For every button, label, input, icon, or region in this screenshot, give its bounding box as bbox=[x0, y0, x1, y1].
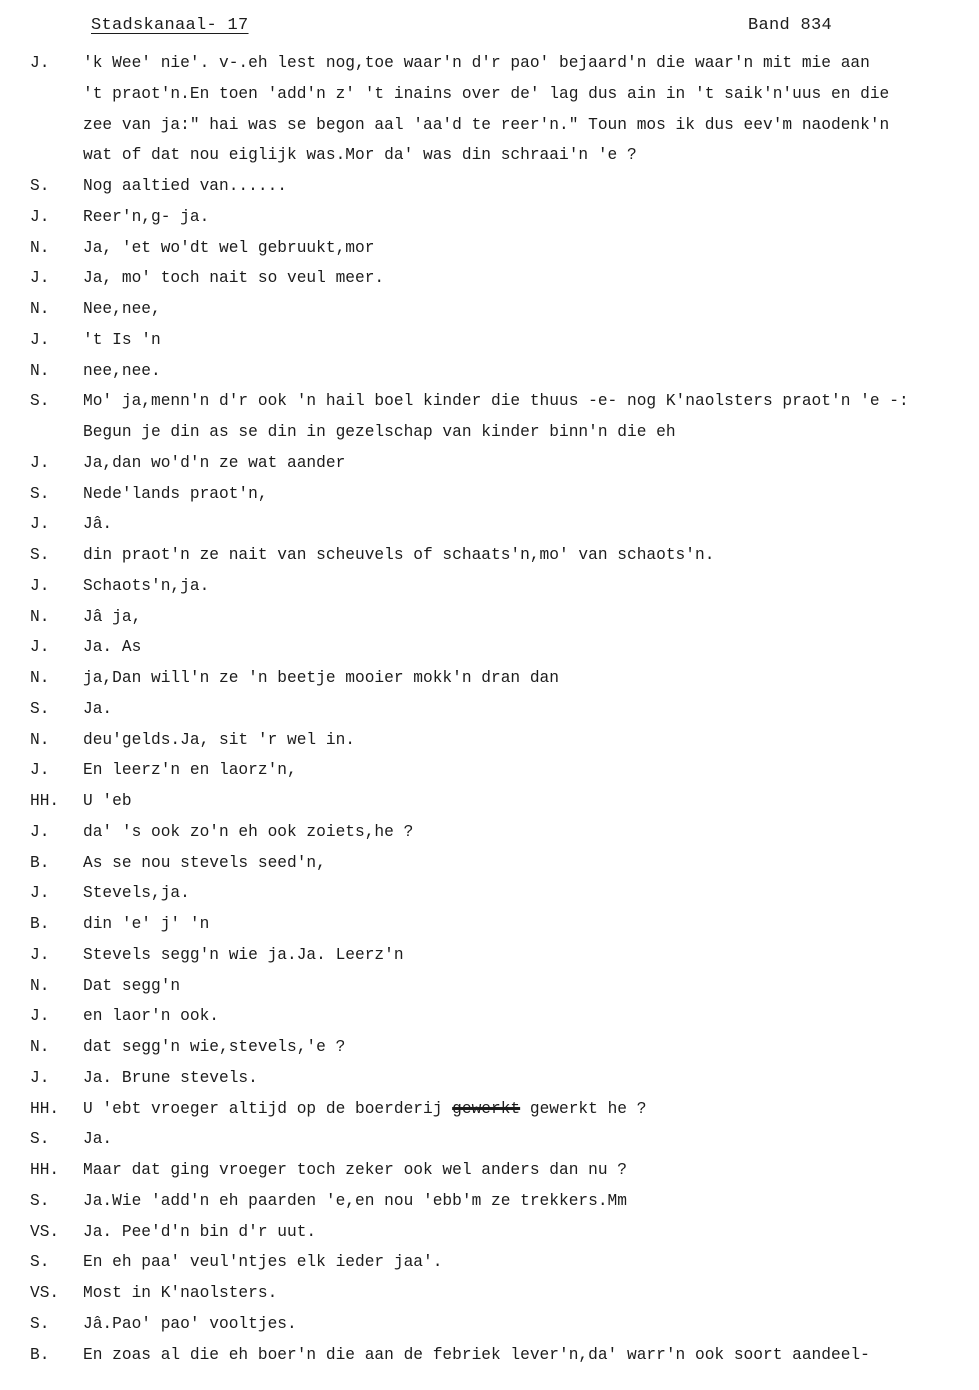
utterance-text bbox=[83, 694, 112, 724]
utterance-main: Jâ ja, bbox=[83, 607, 142, 626]
utterance-main: Ja.Wie 'add'n eh paarden 'e,en nou 'ebb'm ze trekkers.Mm bbox=[83, 1191, 627, 1210]
utterance-main: Jâ. bbox=[83, 515, 113, 534]
transcript-line bbox=[0, 663, 979, 694]
utterance-text bbox=[83, 110, 889, 140]
utterance-main: Jâ.Pao' pao' vooltjes. bbox=[83, 1314, 297, 1333]
transcript-line bbox=[0, 725, 979, 756]
speaker-label: VS. bbox=[30, 1284, 60, 1302]
utterance-main: 't Is 'n bbox=[83, 330, 161, 349]
transcript-line bbox=[0, 110, 979, 141]
transcript-line bbox=[0, 786, 979, 817]
transcript-line bbox=[0, 540, 979, 571]
speaker-label: J. bbox=[30, 453, 50, 472]
speaker-label: J. bbox=[30, 330, 50, 349]
speaker-label: N. bbox=[30, 238, 50, 257]
utterance-main: wat of dat nou eiglijk was.Mor da' was din schraai'n 'e ? bbox=[83, 146, 637, 165]
speaker-label: HH. bbox=[30, 1099, 60, 1118]
utterance-main: Ja. bbox=[83, 699, 113, 718]
speaker-label: S. bbox=[30, 1191, 50, 1210]
speaker-label: N. bbox=[30, 669, 50, 687]
utterance-main: Nee,nee, bbox=[83, 300, 161, 318]
utterance-main: din 'e' j' 'n bbox=[83, 915, 210, 933]
utterance-main: 't praot'n.En toen 'add'n z' 't inains over de' lag dus ain in 't saik'n'uus en die bbox=[83, 84, 890, 103]
speaker-label: J. bbox=[30, 1007, 50, 1026]
utterance-main: nee,nee. bbox=[83, 361, 161, 380]
transcript-line bbox=[0, 1217, 979, 1248]
speaker-label: N. bbox=[30, 1038, 50, 1056]
utterance-main: En leerz'n en laorz'n, bbox=[83, 761, 297, 780]
speaker-label: J. bbox=[30, 54, 50, 72]
utterance-text bbox=[83, 1340, 870, 1370]
transcript-line bbox=[0, 1278, 979, 1309]
transcript bbox=[0, 48, 979, 1370]
speaker-label: N. bbox=[30, 976, 50, 995]
transcript-line bbox=[0, 294, 979, 325]
transcript-line bbox=[0, 1155, 979, 1186]
utterance-main: As se nou stevels seed'n, bbox=[83, 853, 326, 872]
speaker-label: J. bbox=[30, 638, 50, 657]
speaker-label: N. bbox=[30, 361, 50, 380]
utterance-text bbox=[83, 878, 190, 908]
page-header-title: Stadskanaal- 17 bbox=[91, 16, 249, 35]
speaker-label: S. bbox=[30, 1130, 50, 1149]
transcript-line bbox=[0, 571, 979, 602]
utterance-main: ja,Dan will'n ze 'n beetje mooier mokk'n dran dan bbox=[83, 669, 559, 687]
transcript-line bbox=[0, 356, 979, 387]
transcript-line bbox=[0, 140, 979, 171]
utterance-text bbox=[83, 356, 161, 386]
speaker-label: B. bbox=[30, 853, 50, 872]
utterance-text bbox=[83, 1155, 627, 1185]
utterance-text bbox=[83, 1094, 646, 1124]
speaker-label: J. bbox=[30, 269, 50, 288]
speaker-label: S. bbox=[30, 1314, 50, 1333]
speaker-label: J. bbox=[30, 822, 50, 841]
utterance-text bbox=[83, 755, 297, 785]
transcript-line bbox=[0, 171, 979, 202]
utterance-main: En eh paa' veul'ntjes elk ieder jaa'. bbox=[83, 1253, 443, 1272]
transcript-line bbox=[0, 1124, 979, 1155]
utterance-text bbox=[83, 971, 180, 1001]
transcript-line bbox=[0, 263, 979, 294]
utterance-text bbox=[83, 786, 132, 816]
utterance-text bbox=[83, 1217, 316, 1247]
transcript-line bbox=[0, 417, 979, 448]
utterance-text bbox=[83, 1124, 112, 1154]
utterance-main: da' 's ook zo'n eh ook zoiets,he ? bbox=[83, 822, 414, 841]
utterance-text bbox=[83, 1001, 219, 1031]
speaker-label: N. bbox=[30, 607, 50, 626]
utterance-text bbox=[83, 386, 909, 416]
utterance-main: U 'eb bbox=[83, 792, 132, 810]
transcript-line bbox=[0, 755, 979, 786]
speaker-label: S. bbox=[30, 392, 50, 411]
transcript-line bbox=[0, 1186, 979, 1217]
utterance-text bbox=[83, 940, 404, 970]
speaker-label: B. bbox=[30, 915, 50, 933]
speaker-label: N. bbox=[30, 730, 50, 749]
speaker-label: J. bbox=[30, 515, 50, 534]
utterance-text bbox=[83, 479, 268, 509]
speaker-label: J. bbox=[30, 761, 50, 780]
utterance-text bbox=[83, 48, 870, 78]
transcript-line bbox=[0, 325, 979, 356]
utterance-text bbox=[83, 1278, 277, 1308]
utterance-text bbox=[83, 602, 141, 632]
transcript-line bbox=[0, 848, 979, 879]
utterance-main: Schaots'n,ja. bbox=[83, 576, 210, 595]
speaker-label: J. bbox=[30, 884, 50, 903]
utterance-main: Ja, mo' toch nait so veul meer. bbox=[83, 269, 385, 288]
utterance-text bbox=[83, 294, 161, 324]
speaker-label: J. bbox=[30, 1068, 50, 1087]
utterance-text bbox=[83, 1032, 345, 1062]
utterance-text bbox=[83, 632, 141, 662]
utterance-text bbox=[83, 848, 326, 878]
utterance-text bbox=[83, 1063, 258, 1093]
utterance-main: Ja. bbox=[83, 1130, 113, 1149]
transcript-line bbox=[0, 448, 979, 479]
utterance-text bbox=[83, 140, 637, 170]
utterance-text bbox=[83, 817, 413, 847]
utterance-text bbox=[83, 79, 889, 109]
speaker-label: VS. bbox=[30, 1222, 60, 1241]
utterance-main: Ja. As bbox=[83, 638, 142, 657]
speaker-label: B. bbox=[30, 1345, 50, 1364]
utterance-main: Reer'n,g- ja. bbox=[83, 207, 210, 226]
utterance-text bbox=[83, 202, 209, 232]
utterance-main: Ja,dan wo'd'n ze wat aander bbox=[83, 453, 346, 472]
transcript-line bbox=[0, 479, 979, 510]
utterance-text bbox=[83, 725, 355, 755]
transcript-line bbox=[0, 602, 979, 633]
utterance-continuation: gewerkt he ? bbox=[520, 1099, 647, 1118]
utterance-main: 'k Wee' nie'. v-.eh lest nog,toe waar'n d'r pao' bejaard'n die waar'n mit mie aan bbox=[83, 54, 870, 72]
utterance-text bbox=[83, 325, 161, 355]
utterance-text bbox=[83, 909, 209, 939]
transcript-line bbox=[0, 48, 979, 79]
speaker-label: HH. bbox=[30, 792, 60, 810]
utterance-text bbox=[83, 1309, 297, 1339]
utterance-main: din praot'n ze nait van scheuvels of schaats'n,mo' van schaots'n. bbox=[83, 546, 715, 564]
utterance-main: En zoas al die eh boer'n die aan de febriek lever'n,da' warr'n ook soort aandeel- bbox=[83, 1345, 870, 1364]
transcript-line bbox=[0, 1001, 979, 1032]
utterance-main: Nog aaltied van...... bbox=[83, 177, 287, 195]
utterance-main: en laor'n ook. bbox=[83, 1007, 219, 1026]
utterance-text bbox=[83, 417, 676, 447]
transcript-line bbox=[0, 386, 979, 417]
utterance-main: Nede'lands praot'n, bbox=[83, 484, 268, 503]
utterance-main: Stevels,ja. bbox=[83, 884, 190, 903]
utterance-text bbox=[83, 171, 287, 201]
utterance-text bbox=[83, 1247, 442, 1277]
speaker-label: S. bbox=[30, 1253, 50, 1272]
utterance-main: Dat segg'n bbox=[83, 976, 181, 995]
utterance-text bbox=[83, 571, 209, 601]
transcript-line bbox=[0, 909, 979, 940]
utterance-main: Stevels segg'n wie ja.Ja. Leerz'n bbox=[83, 945, 404, 964]
transcript-line bbox=[0, 1032, 979, 1063]
speaker-label: S. bbox=[30, 177, 50, 195]
transcript-line bbox=[0, 817, 979, 848]
utterance-text bbox=[83, 233, 374, 263]
transcript-line bbox=[0, 878, 979, 909]
utterance-main: Most in K'naolsters. bbox=[83, 1284, 278, 1302]
transcript-line bbox=[0, 79, 979, 110]
utterance-main: U 'ebt vroeger altijd op de boerderij bbox=[83, 1099, 443, 1118]
speaker-label: J. bbox=[30, 576, 50, 595]
utterance-text bbox=[83, 263, 384, 293]
speaker-label: N. bbox=[30, 300, 50, 318]
transcript-line bbox=[0, 940, 979, 971]
transcript-line bbox=[0, 202, 979, 233]
speaker-label: HH. bbox=[30, 1161, 60, 1179]
utterance-text bbox=[83, 663, 559, 693]
utterance-main: zee van ja:" hai was se begon aal 'aa'd te reer'n." Toun mos ik dus eev'm naodenk'n bbox=[83, 115, 890, 134]
utterance-main: Ja. Pee'd'n bin d'r uut. bbox=[83, 1222, 317, 1241]
transcript-line bbox=[0, 1309, 979, 1340]
transcript-line bbox=[0, 1094, 979, 1125]
speaker-label: S. bbox=[30, 546, 50, 564]
transcript-line bbox=[0, 694, 979, 725]
transcript-line bbox=[0, 233, 979, 264]
utterance-main: Mo' ja,menn'n d'r ook 'n hail boel kinder die thuus -e- nog K'naolsters praot'n 'e -: bbox=[83, 392, 909, 411]
speaker-label: S. bbox=[30, 484, 50, 503]
transcript-line bbox=[0, 509, 979, 540]
transcript-line bbox=[0, 1063, 979, 1094]
utterance-text bbox=[83, 509, 112, 539]
speaker-label: S. bbox=[30, 699, 50, 718]
utterance-main: Ja. Brune stevels. bbox=[83, 1068, 258, 1087]
struck-word: gewerkt bbox=[452, 1099, 521, 1118]
speaker-label: J. bbox=[30, 945, 50, 964]
utterance-main: Begun je din as se din in gezelschap van kinder binn'n die eh bbox=[83, 423, 676, 441]
transcript-line bbox=[0, 632, 979, 663]
transcript-line bbox=[0, 1247, 979, 1278]
utterance-text bbox=[83, 448, 345, 478]
speaker-label: J. bbox=[30, 207, 50, 226]
utterance-main: deu'gelds.Ja, sit 'r wel in. bbox=[83, 730, 355, 749]
transcript-line bbox=[0, 1340, 979, 1371]
utterance-main: dat segg'n wie,stevels,'e ? bbox=[83, 1038, 346, 1056]
transcript-line bbox=[0, 971, 979, 1002]
utterance-main: Maar dat ging vroeger toch zeker ook wel anders dan nu ? bbox=[83, 1161, 627, 1179]
page-header-band: Band 834 bbox=[748, 16, 833, 35]
utterance-text bbox=[83, 540, 714, 570]
utterance-text bbox=[83, 1186, 627, 1216]
utterance-main: Ja, 'et wo'dt wel gebruukt,mor bbox=[83, 238, 375, 257]
